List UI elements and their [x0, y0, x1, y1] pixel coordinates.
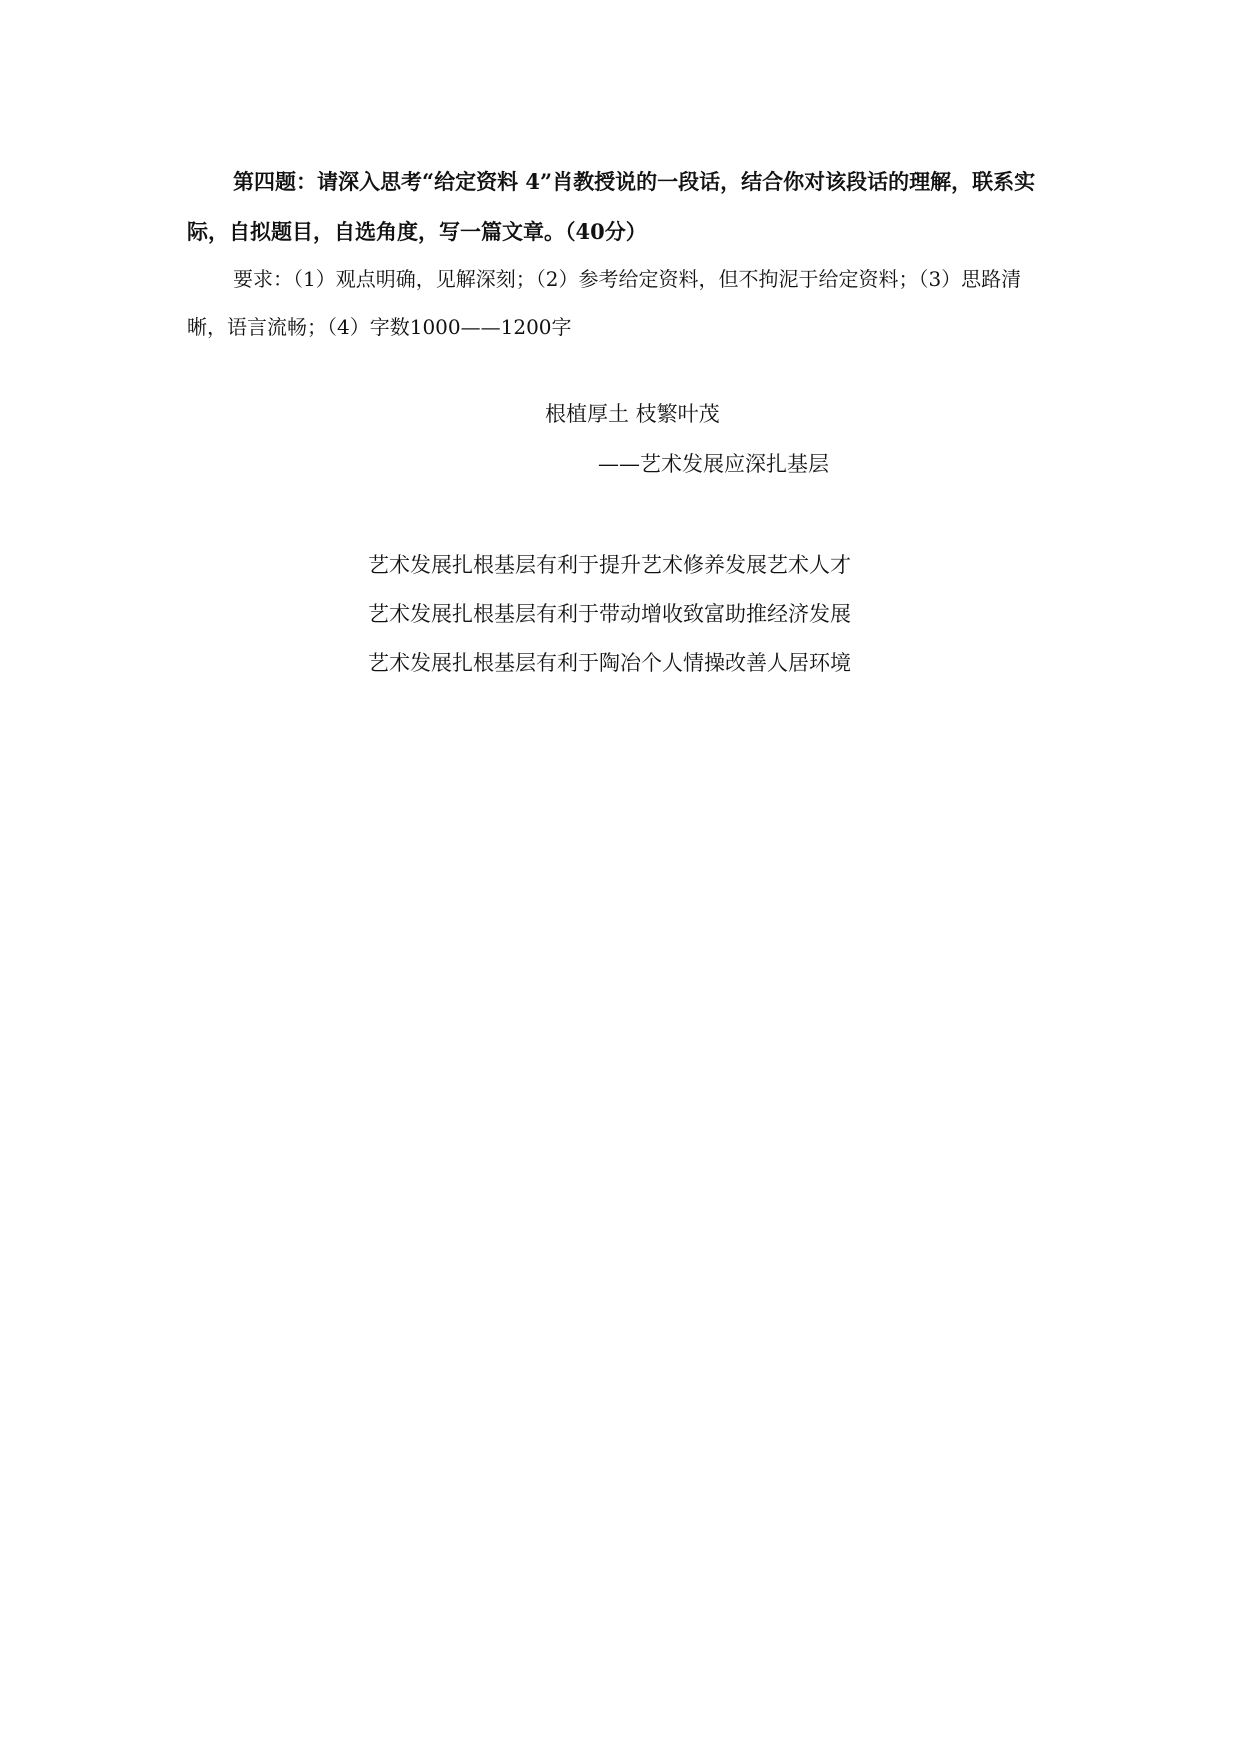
outline-point: 艺术发展扎根基层有利于陶冶个人情操改善人居环境 — [368, 651, 851, 675]
requirements-text: 要求：（1）观点明确，见解深刻；（2）参考给定资料，但不拘泥于给定资料；（3）思路清晰，语言流畅；（4）字数1000——1200字 — [187, 267, 1022, 339]
essay-subtitle: ——艺术发展应深扎基层 — [598, 452, 829, 476]
requirements-paragraph — [187, 255, 1057, 351]
question-prompt — [187, 157, 1057, 257]
outline-point: 艺术发展扎根基层有利于带动增收致富助推经济发展 — [368, 602, 851, 626]
essay-title: 根植厚土 枝繁叶茂 — [545, 402, 720, 426]
outline-point: 艺术发展扎根基层有利于提升艺术修养发展艺术人才 — [368, 553, 851, 577]
essay-outline — [368, 545, 851, 692]
question-text: 第四题：请深入思考“给定资料 4”肖教授说的一段话，结合你对该段话的理解，联系实际，自拟题目，自选角度，写一篇文章。（40分） — [187, 169, 1036, 244]
